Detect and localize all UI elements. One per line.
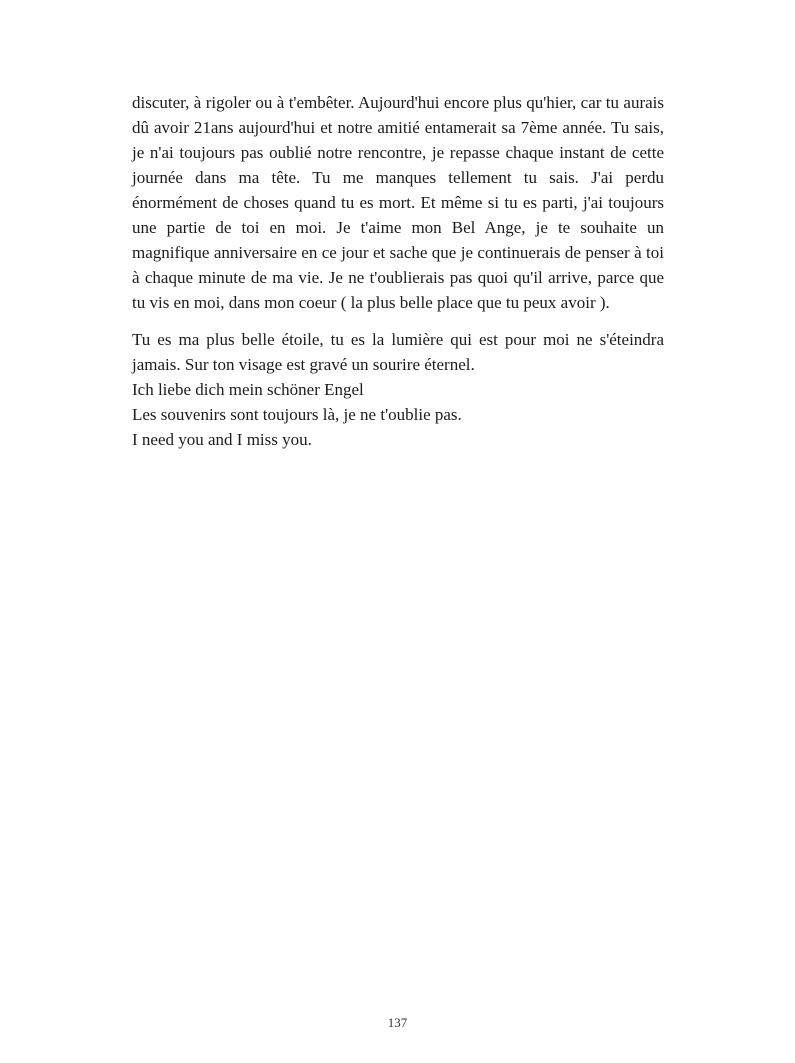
paragraph-main: discuter, à rigoler ou à t'embêter. Aujourd'hui encore plus qu'hier, car tu aurais dû avoir 21ans aujourd'hui et notre amitié entamerait sa 7ème année. Tu sais, je n'ai toujours pas oublié notre rencontre, je repasse chaque instant de cette journée dans ma tête. Tu me manques tellement tu sais. J'ai perdu énormément de choses quand tu es mort. Et même si tu es parti, j'ai toujours une partie de toi en moi. Je t'aime mon Bel Ange, je te souhaite un magnifique anniversaire en ce jour et sache que je continuerais de penser à toi à chaque minute de ma vie. Je ne t'oublierais pas quoi qu'il arrive, parce que tu vis en moi, dans mon coeur ( la plus belle place que tu peux avoir ). xyxy=(132,93,664,312)
page-content xyxy=(132,90,664,452)
closing-line-german: Ich liebe dich mein schöner Engel xyxy=(132,380,364,399)
paragraph-closing xyxy=(132,327,664,452)
closing-line-english: I need you and I miss you. xyxy=(132,430,312,449)
page-number: 137 xyxy=(387,1015,408,1030)
closing-line-souvenirs: Les souvenirs sont toujours là, je ne t'oublie pas. xyxy=(132,405,462,424)
closing-intro-text: Tu es ma plus belle étoile, tu es la lumière qui est pour moi ne s'éteindra jamais. Sur ton visage est gravé un sourire éternel. xyxy=(132,330,664,374)
